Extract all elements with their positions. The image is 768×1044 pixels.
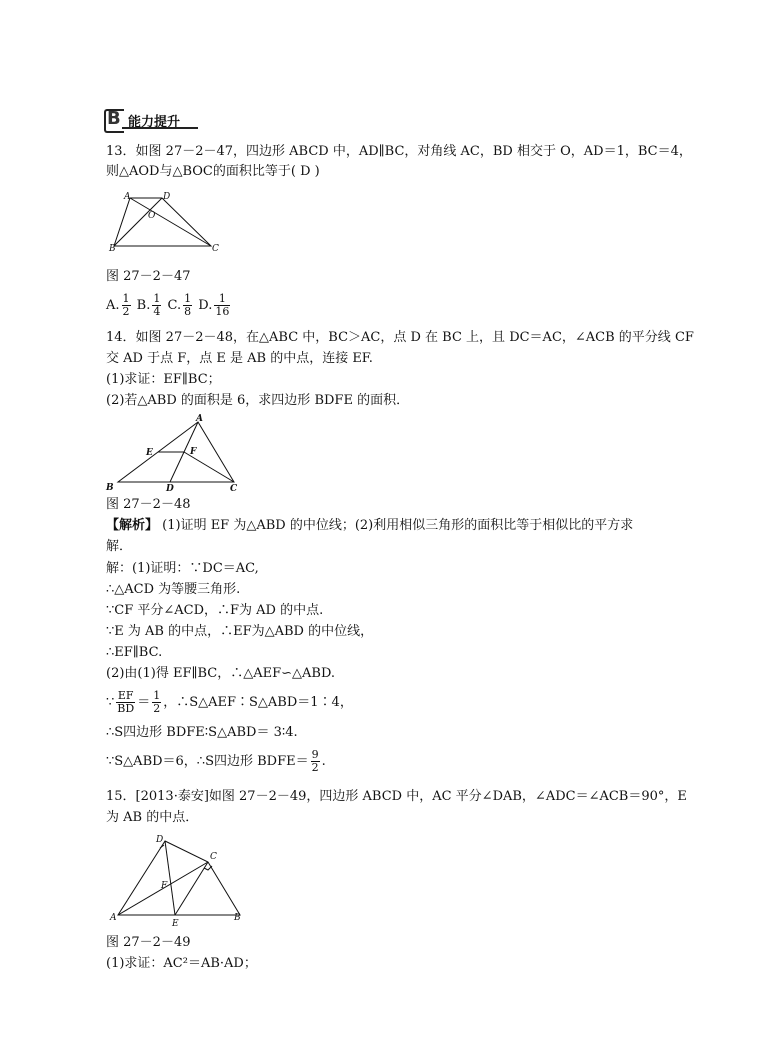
diagonal-bd xyxy=(114,198,162,246)
label-e: E xyxy=(172,919,179,929)
q14-line2: 交 AD 于点 F，点 E 是 AB 的中点，连接 EF. xyxy=(106,351,373,366)
label-e: E xyxy=(146,448,153,458)
badge-letter: B xyxy=(107,108,121,129)
label-a: A xyxy=(110,913,117,923)
q13-caption: 图 27－2－47 xyxy=(106,269,191,284)
figure-27-2-48 xyxy=(106,414,246,494)
q15-part1: (1)求证：AC²＝AB·AD； xyxy=(106,956,257,971)
option-d: D. $\frac{1}{16}$ xyxy=(198,292,230,318)
badge-underline xyxy=(122,127,198,129)
q14-sol2: ∴△ACD 为等腰三角形. xyxy=(106,582,241,597)
q13-options xyxy=(106,292,232,320)
label-c: C xyxy=(212,244,219,254)
q14-sol6: (2)由(1)得 EF∥BC，∴△AEF∽△ABD. xyxy=(106,666,336,681)
q14-analysis-cont: 解． xyxy=(106,539,133,554)
q13-line1: 13．如图 27－2－47，四边形 ABCD 中，AD∥BC，对角线 AC，BD 相交于 O，AD＝1，BC＝4， xyxy=(106,144,692,159)
label-o: O xyxy=(148,211,156,221)
label-c: C xyxy=(230,484,238,494)
label-a: A xyxy=(196,414,203,424)
analysis-tag: 【解析】 xyxy=(106,518,159,533)
q14-part2: (2)若△ABD 的面积是 6，求四边形 BDFE 的面积． xyxy=(106,393,410,408)
label-d: D xyxy=(166,484,174,494)
q14-caption: 图 27－2－48 xyxy=(106,497,191,512)
q15-line1: 15．[2013·泰安]如图 27－2－49，四边形 ABCD 中，AC 平分∠DAB，∠ADC＝∠ACB＝90°，E xyxy=(106,789,687,804)
q15-line2: 为 AB 的中点． xyxy=(106,810,199,825)
label-b: B xyxy=(106,483,114,493)
label-d: D xyxy=(163,192,171,202)
q13-line2: 则△AOD与△BOC的面积比等于( D ) xyxy=(106,164,320,179)
option-b: B. $\frac{1}{4}$ xyxy=(136,292,161,318)
label-d: D xyxy=(156,835,164,845)
section-badge xyxy=(104,109,200,131)
q14-sol5: ∴EF∥BC. xyxy=(106,645,163,660)
q14-sol4: ∵E 为 AB 的中点，∴EF为△ABD 的中位线， xyxy=(106,624,374,639)
section-title: 能力提升 xyxy=(128,115,181,130)
label-b: B xyxy=(234,913,241,923)
option-c: C. $\frac{1}{8}$ xyxy=(167,292,192,318)
q14-line1: 14．如图 27－2－48，在△ABC 中，BC＞AC，点 D 在 BC 上，且 DC＝AC，∠ACB 的平分线 CF xyxy=(106,330,694,345)
label-a: A xyxy=(124,192,131,202)
option-a: A. $\frac{1}{2}$ xyxy=(106,292,130,318)
q14-sol1: 解：(1)证明：∵DC＝AC, xyxy=(106,561,259,576)
q14-analysis xyxy=(106,517,633,535)
q14-sol8: ∴S四边形 BDFE∶S△ABD＝ 3∶4. xyxy=(106,725,298,740)
q14-sol9: ∵S△ABD＝6，∴S四边形 BDFE＝ $\frac{9}{2}$ . xyxy=(106,748,326,774)
q14-part1: (1)求证：EF∥BC； xyxy=(106,372,221,387)
label-b: B xyxy=(109,244,116,254)
q15-caption: 图 27－2－49 xyxy=(106,935,191,950)
figure-27-2-49 xyxy=(108,832,258,932)
label-f: F xyxy=(190,447,197,457)
segment-ce xyxy=(175,862,208,915)
diagonal-ac xyxy=(130,198,211,246)
segment-de xyxy=(165,841,175,915)
analysis-text: (1)证明 EF 为△ABD 的中位线；(2)利用相似三角形的面积比等于相似比的平方求 xyxy=(158,518,634,533)
trapezoid-abcd xyxy=(114,198,211,246)
figure-27-2-47 xyxy=(106,188,226,256)
q14-sol3: ∵CF 平分∠ACD，∴F为 AD 的中点. xyxy=(106,603,324,618)
label-f: F xyxy=(161,881,168,891)
label-c: C xyxy=(210,852,217,862)
q14-sol7: ∵ $\frac{EF}{BD}$ ＝ $\frac{1}{2}$ ，∴S△AEF∶S△ABD＝1∶4， xyxy=(106,689,353,715)
